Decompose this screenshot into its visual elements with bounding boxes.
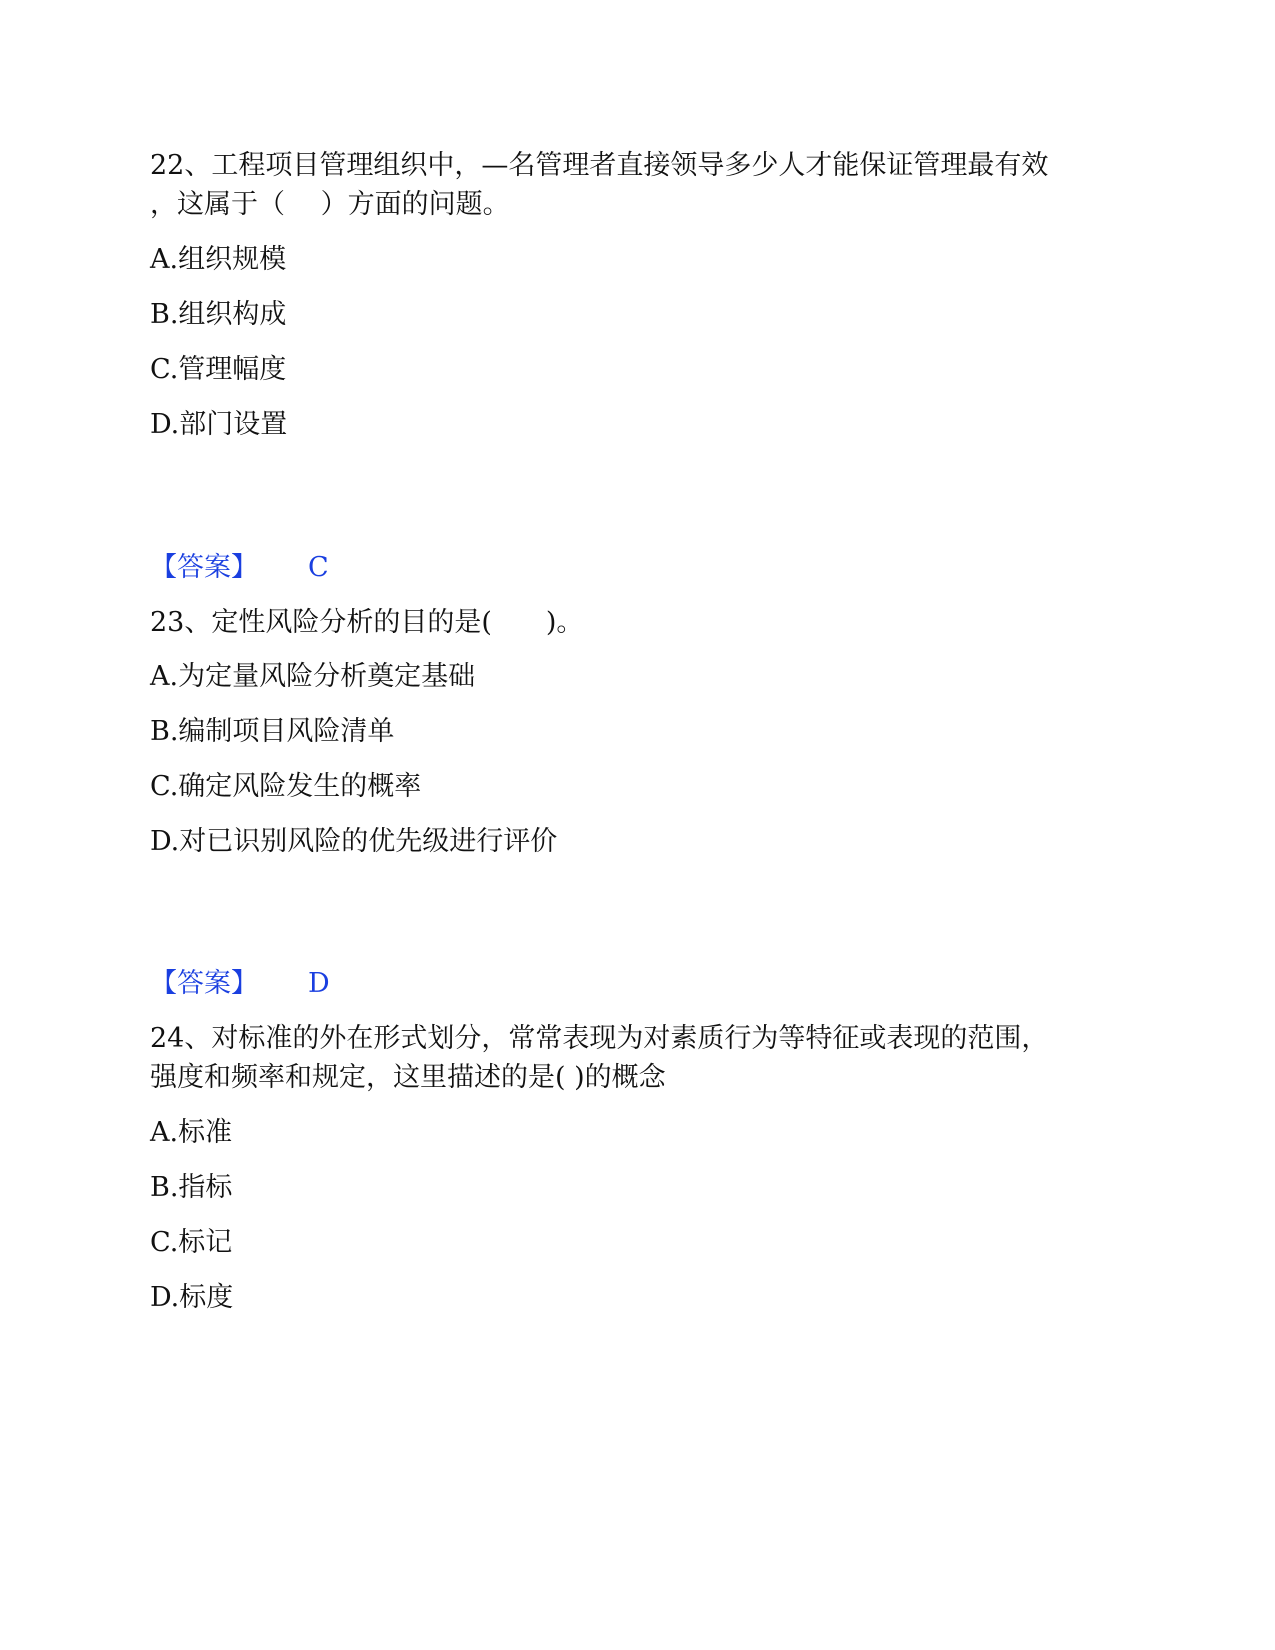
answer-value: C xyxy=(308,552,329,583)
question-23-option-a: A.为定量风险分析奠定基础 xyxy=(150,661,476,692)
question-24-stem-line1: 24、对标准的外在形式划分，常常表现为对素质行为等特征或表现的范围， xyxy=(150,1023,1049,1054)
question-24-option-c: C.标记 xyxy=(150,1227,233,1258)
answer-label: 【答案】 xyxy=(150,552,258,583)
question-22-stem-line2: ，这属于（ ）方面的问题。 xyxy=(150,189,510,220)
question-22-stem-line1: 22、工程项目管理组织中，—名管理者直接领导多少人才能保证管理最有效 xyxy=(150,150,1049,181)
question-24-option-d: D.标度 xyxy=(150,1282,234,1313)
question-22-option-c: C.管理幅度 xyxy=(150,354,287,385)
question-23-option-c: C.确定风险发生的概率 xyxy=(150,771,422,802)
question-23-stem-line1: 23、定性风险分析的目的是( )。 xyxy=(150,607,584,638)
question-24-option-a: A.标准 xyxy=(150,1117,233,1148)
question-23-answer xyxy=(150,964,450,1004)
question-22-option-d: D.部门设置 xyxy=(150,409,288,440)
question-24-stem-line2: 强度和频率和规定，这里描述的是( )的概念 xyxy=(150,1062,666,1093)
question-23-option-b: B.编制项目风险清单 xyxy=(150,716,395,747)
question-24-option-b: B.指标 xyxy=(150,1172,233,1203)
question-22-answer xyxy=(150,548,450,588)
question-22-option-a: A.组织规模 xyxy=(150,244,287,275)
answer-value: D xyxy=(308,968,330,999)
question-22-option-b: B.组织构成 xyxy=(150,299,287,330)
question-23-option-d: D.对已识别风险的优先级进行评价 xyxy=(150,826,558,857)
answer-label: 【答案】 xyxy=(150,968,258,999)
